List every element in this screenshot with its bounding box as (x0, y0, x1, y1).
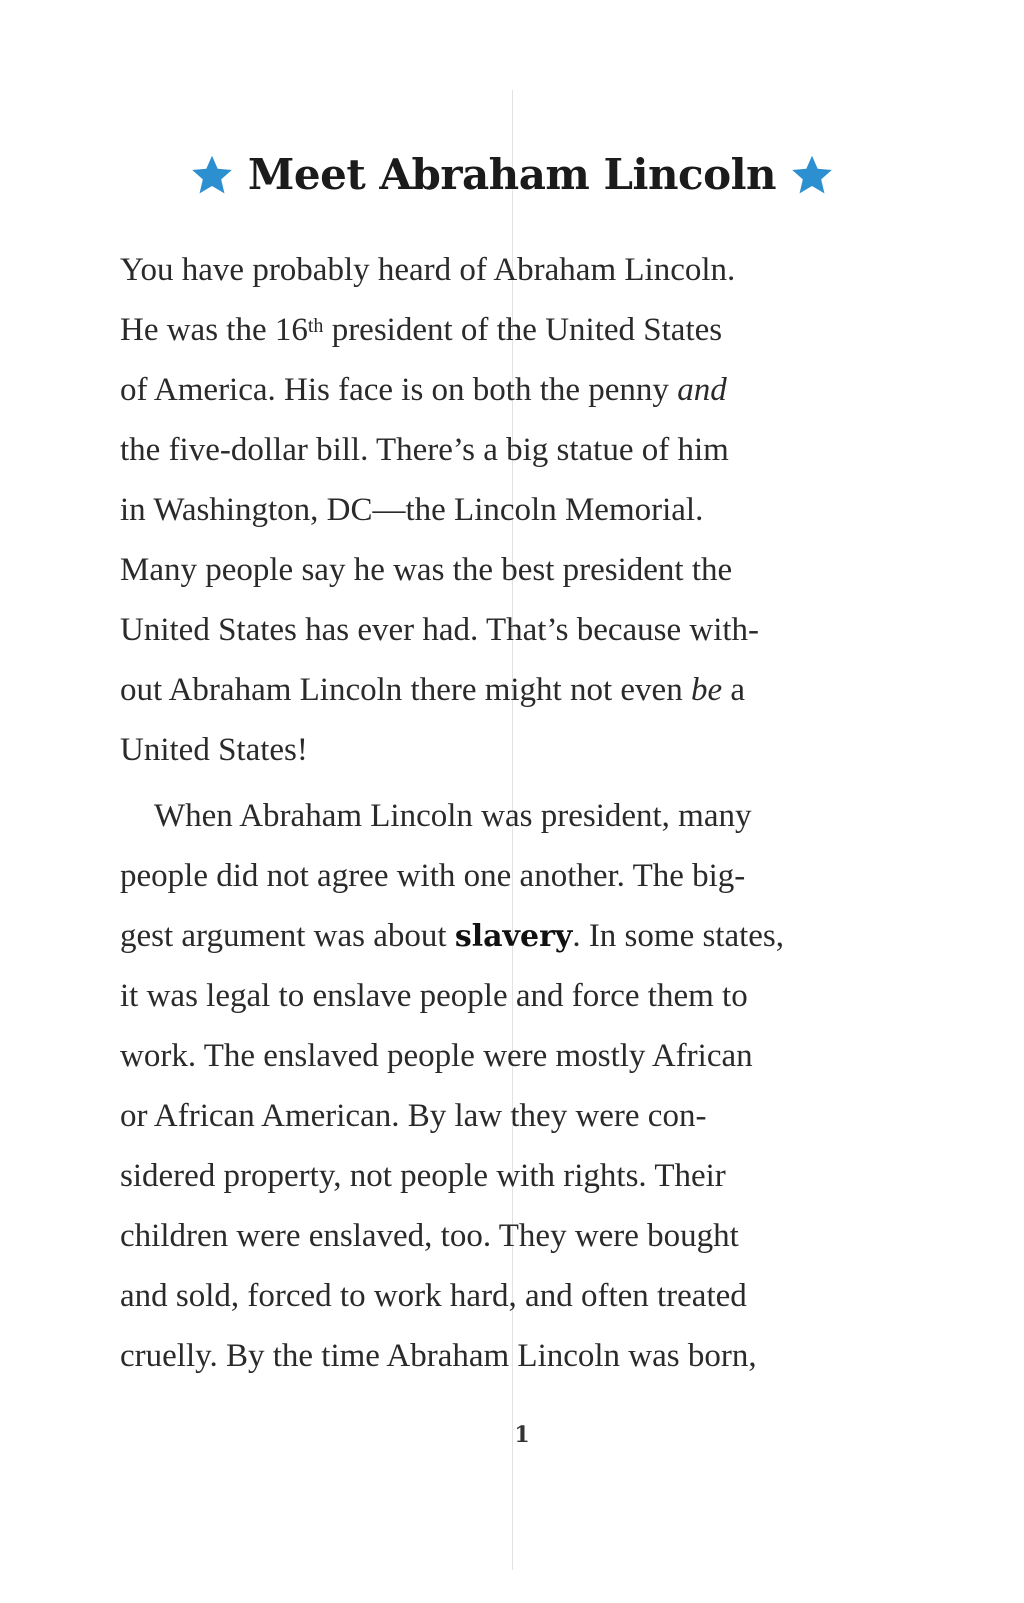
text-line: You have probably heard of Abraham Lincoln. (120, 252, 736, 288)
page-number: 1 (514, 1422, 530, 1448)
text-line: When Abraham Lincoln was president, many (154, 798, 752, 834)
paragraph (120, 786, 920, 1386)
ordinal-suffix: th (307, 315, 324, 337)
star-icon (190, 153, 234, 197)
text-line: children were enslaved, too. They were bought (120, 1218, 739, 1254)
text-span: a (722, 672, 746, 708)
text-line: sidered property, not people with rights. Their (120, 1158, 726, 1194)
text-line (120, 360, 920, 420)
text-line: or African American. By law they were con- (120, 1098, 707, 1134)
text-span: gest argument was about (120, 918, 455, 954)
chapter-heading (0, 150, 1024, 199)
text-span: president of the United States (323, 312, 723, 348)
star-icon (790, 153, 834, 197)
text-span: He was the 16 (120, 312, 308, 348)
text-line: and sold, forced to work hard, and often treated (120, 1278, 747, 1314)
text-span: . In some states, (572, 918, 785, 954)
text-line: cruelly. By the time Abraham Lincoln was born, (120, 1338, 757, 1374)
body-text (120, 240, 920, 1386)
text-line: United States has ever had. That’s because with- (120, 612, 760, 648)
text-line: Many people say he was the best president the (120, 552, 733, 588)
glossary-term: slavery (454, 919, 573, 954)
emphasis: and (677, 372, 727, 408)
text-span: of America. His face is on both the penny (120, 372, 678, 408)
text-line (120, 906, 920, 966)
chapter-title: Meet Abraham Lincoln (247, 150, 777, 199)
text-span: out Abraham Lincoln there might not even (120, 672, 691, 708)
text-line: in Washington, DC—the Lincoln Memorial. (120, 492, 704, 528)
text-line (120, 300, 920, 360)
text-line: people did not agree with one another. The big- (120, 858, 746, 894)
text-line: United States! (120, 732, 308, 768)
text-line (120, 660, 920, 720)
text-line: work. The enslaved people were mostly African (120, 1038, 753, 1074)
text-line: the five-dollar bill. There’s a big statue of him (120, 432, 729, 468)
paragraph (120, 240, 920, 780)
emphasis: be (690, 672, 723, 708)
text-line: it was legal to enslave people and force them to (120, 978, 748, 1014)
